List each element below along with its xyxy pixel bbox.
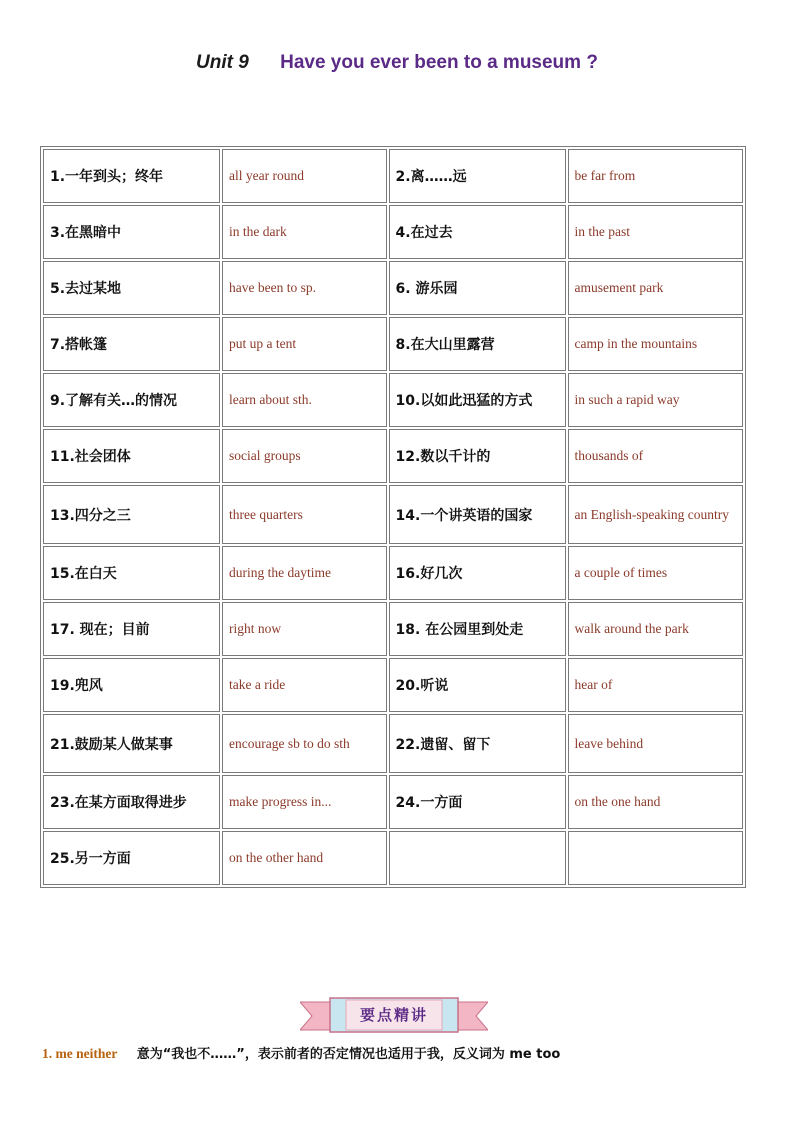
english-phrase-cell: amusement park bbox=[568, 261, 743, 315]
table-row bbox=[43, 831, 743, 885]
english-phrase-cell: a couple of times bbox=[568, 546, 743, 600]
chinese-phrase-cell: 20.听说 bbox=[389, 658, 566, 712]
chinese-phrase-cell: 21.鼓励某人做某事 bbox=[43, 714, 220, 773]
table-row bbox=[43, 602, 743, 656]
chinese-phrase-cell: 24.一方面 bbox=[389, 775, 566, 829]
table-row bbox=[43, 546, 743, 600]
table-row bbox=[43, 658, 743, 712]
english-phrase-cell: in such a rapid way bbox=[568, 373, 743, 427]
english-phrase-cell: on the other hand bbox=[222, 831, 387, 885]
chinese-phrase-cell: 8.在大山里露营 bbox=[389, 317, 566, 371]
english-phrase-cell: all year round bbox=[222, 149, 387, 203]
chinese-phrase-cell: 17. 现在；目前 bbox=[43, 602, 220, 656]
english-phrase-cell: right now bbox=[222, 602, 387, 656]
chinese-phrase-cell: 5.去过某地 bbox=[43, 261, 220, 315]
chinese-phrase-cell: 12.数以千计的 bbox=[389, 429, 566, 483]
chinese-phrase-cell: 2.离……远 bbox=[389, 149, 566, 203]
chinese-phrase-cell: 4.在过去 bbox=[389, 205, 566, 259]
chinese-phrase-cell: 22.遗留、留下 bbox=[389, 714, 566, 773]
english-phrase-cell: in the past bbox=[568, 205, 743, 259]
chinese-phrase-cell: 23.在某方面取得进步 bbox=[43, 775, 220, 829]
english-phrase-cell: three quarters bbox=[222, 485, 387, 544]
unit-question: Have you ever been to a museum ? bbox=[280, 52, 598, 73]
chinese-phrase-cell: 7.搭帐篷 bbox=[43, 317, 220, 371]
chinese-phrase-cell: 19.兜风 bbox=[43, 658, 220, 712]
english-phrase-cell: thousands of bbox=[568, 429, 743, 483]
english-phrase-cell bbox=[568, 831, 743, 885]
chinese-phrase-cell bbox=[389, 831, 566, 885]
english-phrase-cell: learn about sth. bbox=[222, 373, 387, 427]
english-phrase-cell: make progress in... bbox=[222, 775, 387, 829]
table-row bbox=[43, 373, 743, 427]
english-phrase-cell: leave behind bbox=[568, 714, 743, 773]
english-phrase-cell: camp in the mountains bbox=[568, 317, 743, 371]
chinese-phrase-cell: 25.另一方面 bbox=[43, 831, 220, 885]
chinese-phrase-cell: 15.在白天 bbox=[43, 546, 220, 600]
table-row bbox=[43, 775, 743, 829]
chinese-phrase-cell: 18. 在公园里到处走 bbox=[389, 602, 566, 656]
chinese-phrase-cell: 6. 游乐园 bbox=[389, 261, 566, 315]
english-phrase-cell: have been to sp. bbox=[222, 261, 387, 315]
chinese-phrase-cell: 14.一个讲英语的国家 bbox=[389, 485, 566, 544]
english-phrase-cell: put up a tent bbox=[222, 317, 387, 371]
english-phrase-cell: hear of bbox=[568, 658, 743, 712]
english-phrase-cell: in the dark bbox=[222, 205, 387, 259]
english-phrase-cell: social groups bbox=[222, 429, 387, 483]
vocabulary-table bbox=[40, 146, 746, 888]
section-banner bbox=[300, 996, 488, 1038]
key-point-1 bbox=[42, 1043, 560, 1062]
table-row bbox=[43, 429, 743, 483]
section-banner-label: 要点精讲 bbox=[359, 1006, 428, 1024]
chinese-phrase-cell: 16.好几次 bbox=[389, 546, 566, 600]
table-row bbox=[43, 714, 743, 773]
chinese-phrase-cell: 11.社会团体 bbox=[43, 429, 220, 483]
key-point-description: 意为“我也不……”，表示前者的否定情况也适用于我，反义词为 me too bbox=[136, 1047, 561, 1062]
chinese-phrase-cell: 9.了解有关…的情况 bbox=[43, 373, 220, 427]
chinese-phrase-cell: 10.以如此迅猛的方式 bbox=[389, 373, 566, 427]
english-phrase-cell: during the daytime bbox=[222, 546, 387, 600]
chinese-phrase-cell: 1.一年到头；终年 bbox=[43, 149, 220, 203]
page-title bbox=[0, 52, 794, 74]
chinese-phrase-cell: 13.四分之三 bbox=[43, 485, 220, 544]
vocabulary-table-body bbox=[43, 149, 743, 885]
table-row bbox=[43, 317, 743, 371]
table-row bbox=[43, 149, 743, 203]
key-point-term: 1. me neither bbox=[42, 1046, 118, 1061]
table-row bbox=[43, 205, 743, 259]
table-row bbox=[43, 485, 743, 544]
english-phrase-cell: on the one hand bbox=[568, 775, 743, 829]
chinese-phrase-cell: 3.在黑暗中 bbox=[43, 205, 220, 259]
table-row bbox=[43, 261, 743, 315]
english-phrase-cell: take a ride bbox=[222, 658, 387, 712]
english-phrase-cell: be far from bbox=[568, 149, 743, 203]
english-phrase-cell: encourage sb to do sth bbox=[222, 714, 387, 773]
unit-label: Unit 9 bbox=[196, 52, 249, 73]
english-phrase-cell: an English-speaking country bbox=[568, 485, 743, 544]
english-phrase-cell: walk around the park bbox=[568, 602, 743, 656]
